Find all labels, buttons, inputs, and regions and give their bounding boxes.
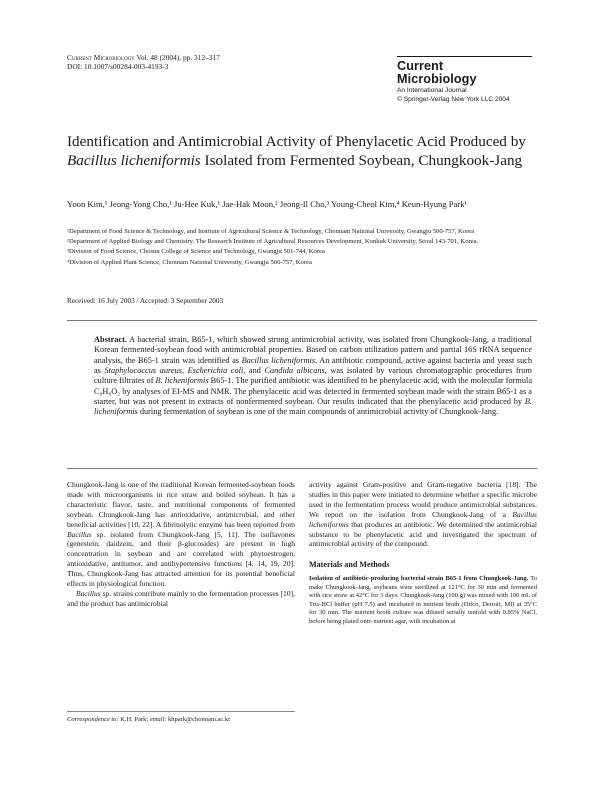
journal-logo: [397, 56, 532, 104]
intro-paragraph-2: Bacillus sp. strains contribute mainly to the fermentation processes [10], and the product has antimicrobial: [67, 588, 295, 608]
section-heading-methods: Materials and Methods: [309, 560, 390, 570]
affiliation-2: ²Department of Applied Biology and Chemistry. The Research Institute of Agricultural Resources Development, Konkuk University, Seoul 143-701, Korea.: [67, 238, 479, 246]
title-species: Bacillus licheniformis: [67, 151, 201, 169]
abstract-rule-bottom: [67, 468, 537, 469]
paper-title: Identification and Antimicrobial Activity of Phenylacetic Acid Produced by Bacillus licheniformis Isolated from Fermented Soybean, Chungkook-Jang: [67, 133, 526, 169]
affiliation-1: ¹Department of Food Science & Technology, and Institute of Agricultural Science & Technology, Chonnam National University, Gwangju 500-757, Korea: [67, 228, 475, 235]
journal-volume: Vol. 48 (2004), pp. 312–317: [134, 53, 220, 62]
email-link[interactable]: khpark@chonnam.ac.kr: [166, 716, 231, 723]
logo-line-current: Current: [397, 59, 444, 73]
abstract: Abstract. A bacterial strain, B65-1, which showed strong antimicrobial activity, was isolated from Chungkook-Jang, a traditional Korean fermented-soybean food with antimicrobial properties. Based on carbon utilization pattern and partial 16S rRNA sequence analysis, the B65-1 strain was identified as Bacillus licheniformis. An antibiotic compound, active against bacteria and yeast such as Staphylococcus aureus, Escherichia coli, and Candida albicans, was isolated by various chromatographic procedures from culture filtrates of B. licheniformis B65-1. The purified antibiotic was identified to be phenylacetic acid, with the molecular formula C₈H₈O₂ by analyses of EI-MS and NMR. The phenylacetic acid was detected in fermented soybean made with the strain B65-1 as a starter, but was not present in extracts of nonfermented soybean. Our results indicated that the phenylacetic acid produced by B. licheniformis during fermentation of soybean is one of the main compounds of antimicrobial activity of Chungkook-Jang.: [94, 335, 533, 417]
copyright: © Springer-Verlag New York LLC 2004: [397, 96, 510, 103]
doi[interactable]: DOI: 10.1007/s00284-003-4193-3: [67, 62, 169, 71]
abstract-rule-top: [67, 320, 537, 321]
correspondence-footnote: Correspondence to: K.H. Park; email: khpark@chonnam.ac.kr: [67, 711, 295, 725]
affiliation-4: ⁴Division of Applied Plant Science, Chonnam National University, Gwangju 500-757, Korea: [67, 258, 312, 266]
received-dates: Received: 16 July 2003 / Accepted: 3 September 2003: [67, 297, 224, 305]
logo-subtitle: An International Journal: [397, 87, 467, 94]
body-column-right: [309, 480, 537, 627]
methods-subheading: Isolation of antibiotic-producing bacterial strain B65-1 from Chungkook-Jang.: [309, 575, 529, 583]
intro-paragraph-1: Chungkook-Jang is one of the traditional Korean fermented-soybean foods made with microorganisms in rice straw and boiled soybean. It has a characteristic flavor, taste, and nutritional components of fermented soybean. Chungkook-Jang has antioxidative, antimicrobial, and other beneficial activities [10, 22]. A fibrinolytic enzyme has been reported from Bacillus sp. isolated from Chungkook-Jang [5, 11]. The isoflavones (genestein, daidzein, and their β-glucosides) are present in high concentration in soybean and are correlated with phytoestrogen, antioxidative, antitumor, and antihypertensive functions [4, 14, 19, 20]. Thus, Chungkook-Jang has attracted attention for its potential beneficial effects in physiological function.: [67, 480, 295, 589]
journal-name: Current Microbiology: [67, 53, 135, 62]
logo-line-microbiology: Microbiology: [397, 72, 477, 86]
intro-paragraph-3: activity against Gram-positive and Gram-negative bacteria [18]. The studies in this paper were initiated to determine whether a specific microbe used in the fermentation process would produce antimicrobial substances. We report on the isolation from Chungkook-Jang of a Bacillus licheniformis that produces an antibiotic. We determined the antimicrobial substance to be phenylacetic acid and investigated the spectrum of antimicrobial activity of the compound.: [309, 480, 537, 549]
affiliation-3: ³Division of Food Science, Chosun College of Science and Technology, Gwangju 501-744, Korea: [67, 248, 325, 256]
affiliations: [67, 228, 537, 269]
body-column-left: [67, 480, 295, 609]
methods-paragraph: Isolation of antibiotic-producing bacterial strain B65-1 from Chungkook-Jang. To make Chungkook-Jang, soybeans were sterilized at 121°C for 30 min and fermented with rice straw at 42°C for 3 days. Chungkook-Jang (100 g) was mixed with 100 mL of Tris-HCl buffer (pH 7.5) and incubated in nutrient broth (Difco, Detroit, MI) at 35°C for 30 min. The nutrient broth culture was diluted serially tenfold with 0.85% NaCl, before being plated onto nutrient agar, with incubation at: [309, 575, 537, 625]
author-list: Yoon Kim,¹ Jeong-Yong Cho,¹ Ju-Hee Kuk,¹ Jae-Hak Moon,² Jeong-Il Cho,³ Young-Cheol Kim,⁴ Keun-Hyung Park¹: [67, 199, 468, 209]
abstract-label: Abstract.: [94, 335, 127, 344]
journal-citation: [67, 53, 220, 71]
